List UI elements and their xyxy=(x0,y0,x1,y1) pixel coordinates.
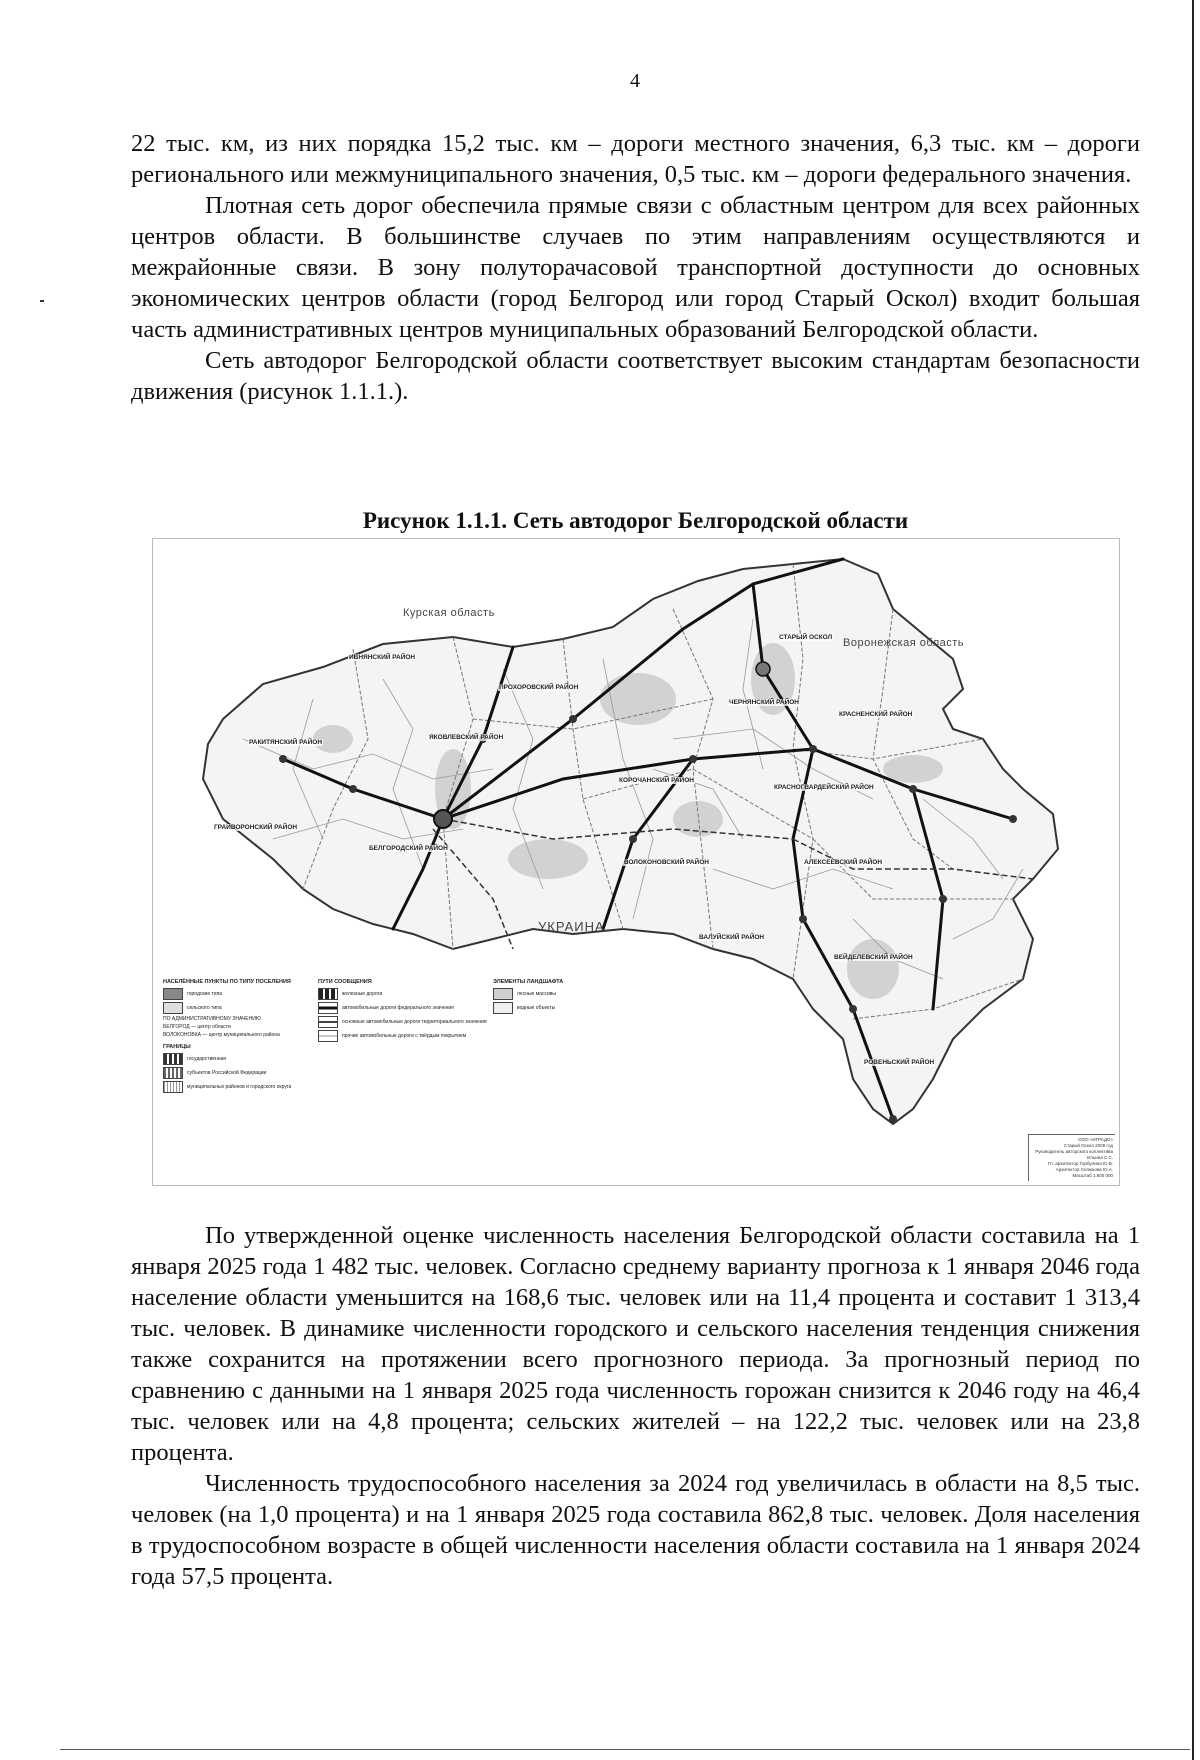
page-number: 4 xyxy=(630,70,640,92)
paragraph: Сеть автодорог Белгородской области соответствует высоким стандартам безопасности движения (рисунок 1.1.1.). xyxy=(131,347,1140,405)
district-label: КОРОЧАНСКИЙ РАЙОН xyxy=(619,777,694,784)
legend-swatch xyxy=(318,1030,338,1042)
legend-text: автомобильные дороги федерального значения xyxy=(342,1005,454,1011)
legend-row xyxy=(318,988,478,1000)
legend-swatch xyxy=(318,988,338,1000)
stamp-line: ООО «ИГРАДО» xyxy=(1078,1137,1113,1142)
legend-row xyxy=(163,988,313,1000)
scan-mark xyxy=(40,300,44,302)
legend-title: ГРАНИЦЫ xyxy=(163,1044,191,1050)
legend-landscape xyxy=(493,979,593,1016)
map-stamp xyxy=(1028,1134,1115,1181)
legend-text: основные автомобильные дороги территориального значения xyxy=(342,1019,487,1025)
legend-row xyxy=(493,988,593,1000)
stamp-line: Масштаб 1:600 000 xyxy=(1072,1173,1113,1178)
stamp-line: Руководитель авторского коллектива xyxy=(1035,1149,1113,1154)
legend-swatch xyxy=(318,1016,338,1028)
stamp-line: Старый Оскол 2009 год xyxy=(1063,1143,1113,1148)
district-label: РАКИТЯНСКИЙ РАЙОН xyxy=(249,739,323,746)
district-label: РОВЕНЬСКИЙ РАЙОН xyxy=(864,1059,935,1066)
legend-swatch xyxy=(163,1067,183,1079)
legend-text: ПО АДМИНИСТРАТИВНОМУ ЗНАЧЕНИЮ xyxy=(163,1016,261,1022)
legend-title: ЭЛЕМЕНТЫ ЛАНДШАФТА xyxy=(493,979,564,985)
legend-row xyxy=(163,1053,313,1065)
district-label: ЯКОВЛЕВСКИЙ РАЙОН xyxy=(429,734,504,741)
legend-row xyxy=(163,1016,313,1022)
road-map-figure xyxy=(152,538,1120,1186)
legend-swatch xyxy=(163,1053,183,1065)
legend-swatch xyxy=(163,988,183,1000)
paragraph: Численность трудоспособного населения за 2024 год увеличилась в области на 8,5 тыс. человек (на 1,0 процента) и на 1 января 2025 года составила 862,8 тыс. человек. Доля населения в трудоспособном возрасте в общей численности населения области составила на 1 января 2024 года 57,5 процента. xyxy=(131,1470,1140,1590)
legend-text: БЕЛГОРОД — центр области xyxy=(163,1024,231,1030)
label-ukraine: УКРАИНА xyxy=(538,919,605,934)
legend-text: железные дороги xyxy=(342,991,383,997)
district-label: БЕЛГОРОДСКИЙ РАЙОН xyxy=(369,845,448,852)
label-kursk-oblast: Курская область xyxy=(403,607,495,619)
legend-title: НАСЕЛЁННЫЕ ПУНКТЫ ПО ТИПУ ПОСЕЛЕНИЯ xyxy=(163,979,291,985)
legend-row xyxy=(318,1002,478,1014)
text-block-bottom xyxy=(131,1220,1140,1592)
legend-row xyxy=(163,1067,313,1079)
legend-text: сельского типа xyxy=(187,1005,222,1011)
figure-caption: Рисунок 1.1.1. Сеть автодорог Белгородской области xyxy=(362,508,909,533)
scan-bottom-rule xyxy=(60,1749,1190,1750)
legend-settlements xyxy=(163,979,313,1095)
legend-row xyxy=(163,1032,313,1038)
legend-row xyxy=(163,1024,313,1030)
legend-text: водные объекты xyxy=(517,1005,556,1011)
legend-swatch xyxy=(493,1002,513,1014)
legend-text: прочие автомобильные дороги с твёрдым покрытием xyxy=(342,1033,467,1039)
legend-row xyxy=(163,1002,313,1014)
paragraph: Плотная сеть дорог обеспечила прямые связи с областным центром для всех районных центров области. В большинстве случаев по этим направлениям осуществляются и межрайонные связи. В зону полуторачасовой транспортной доступности до основных экономических центров области (город Белгород или город Старый Оскол) входит большая часть административных центров муниципальных образований Белгородской области. xyxy=(131,192,1140,343)
district-label: ВАЛУЙСКИЙ РАЙОН xyxy=(699,934,765,941)
legend-row xyxy=(493,1002,593,1014)
legend-text: лесные массивы xyxy=(517,991,556,997)
district-label: КРАСНЕНСКИЙ РАЙОН xyxy=(839,711,913,718)
legend-title: ПУТИ СООБЩЕНИЯ xyxy=(318,979,372,985)
legend-row xyxy=(318,1030,478,1042)
stamp-line: Ильина С.С. xyxy=(1087,1155,1113,1160)
district-label: ВОЛОКОНОВСКИЙ РАЙОН xyxy=(624,859,709,866)
paragraph: 22 тыс. км, из них порядка 15,2 тыс. км – дороги местного значения, 6,3 тыс. км – дороги регионального или межмуниципального значения, 0,5 тыс. км – дороги федерального значения. xyxy=(131,130,1140,188)
stamp-line: Архитектор Селюкова Ю.А. xyxy=(1055,1167,1113,1172)
legend-row xyxy=(163,1081,313,1093)
legend-swatch xyxy=(493,988,513,1000)
legend-text: государственная xyxy=(187,1056,226,1062)
district-label: СТАРЫЙ ОСКОЛ xyxy=(779,634,833,641)
legend-swatch xyxy=(163,1081,183,1093)
legend-text: городские типа xyxy=(187,991,223,997)
district-label: ЧЕРНЯНСКИЙ РАЙОН xyxy=(729,699,799,706)
legend-swatch xyxy=(318,1002,338,1014)
legend-text: муниципальных районов и городского округа xyxy=(187,1084,292,1090)
legend-row xyxy=(318,1016,487,1028)
legend-swatch xyxy=(163,1002,183,1014)
district-label: ГРАЙВОРОНСКИЙ РАЙОН xyxy=(214,824,298,831)
district-label: ПРОХОРОВСКИЙ РАЙОН xyxy=(499,684,579,691)
district-label: ИВНЯНСКИЙ РАЙОН xyxy=(349,654,416,661)
district-label: ВЕЙДЕЛЕВСКИЙ РАЙОН xyxy=(834,954,913,961)
legend-text: субъектов Российской Федерации xyxy=(187,1070,267,1076)
text-block-top xyxy=(131,128,1140,407)
label-voronezh-oblast: Воронежская область xyxy=(843,637,965,649)
legend-roads xyxy=(318,979,487,1044)
district-label: АЛЕКСЕЕВСКИЙ РАЙОН xyxy=(804,859,883,866)
district-label: КРАСНОГВАРДЕЙСКИЙ РАЙОН xyxy=(774,784,874,791)
legend-text: ВОЛОКОНОВКА — центр муниципального района xyxy=(163,1032,280,1038)
stamp-line: Гл. архитектор Горбулина Ю.В. xyxy=(1047,1161,1113,1166)
paragraph: По утвержденной оценке численность населения Белгородской области составила на 1 января 2025 года 1 482 тыс. человек. Согласно среднему варианту прогноза к 1 января 2046 года население области уменьшится на 168,6 тыс. человек или на 11,4 процента и составит 1 313,4 тыс. человек. В динамике численности городского и сельского населения тенденция снижения также сохранится на протяжении всего прогнозного периода. За прогнозный период по сравнению с данными на 1 января 2025 года численность горожан снизится к 2046 году на 46,4 тыс. человек или на 4,8 процента; сельских жителей – на 122,2 тыс. человек или на 23,8 процента. xyxy=(131,1222,1140,1466)
scan-edge xyxy=(1192,0,1194,1760)
